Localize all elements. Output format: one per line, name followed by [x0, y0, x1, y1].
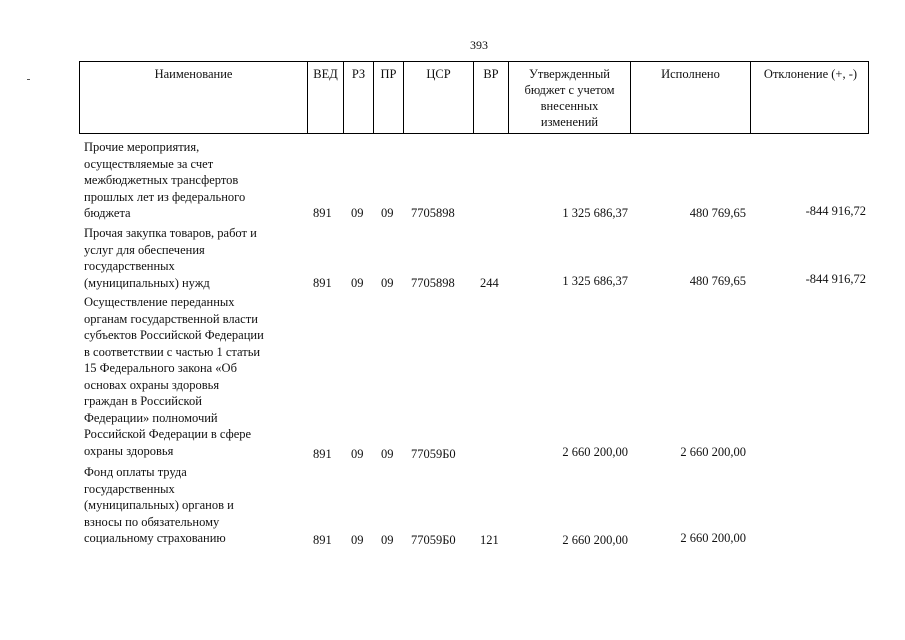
row-name: Осуществление переданных органам государственной власти субъектов Российской Федерации в соответствии с частью 1 статьи 15 Федерального закона «Об основах охраны здоровья граждан в Российской Федерации» полномочий Российской Федерации в сфере охраны здоровья: [84, 295, 264, 458]
row-executed: 480 769,65: [689, 274, 746, 288]
row-rz: 09: [351, 206, 364, 220]
row-approved: 2 660 200,00: [562, 533, 628, 547]
row-csr: 7705898: [411, 206, 455, 220]
row-name: Прочая закупка товаров, работ и услуг для обеспечения государственных (муниципальных) нужд: [84, 226, 257, 290]
header-csr: ЦСР: [403, 62, 473, 133]
row-name: Прочие мероприятия, осуществляемые за счет межбюджетных трансфертов прошлых лет из федерального бюджета: [84, 140, 246, 220]
row-csr: 77059Б0: [411, 533, 456, 547]
row-rz: 09: [351, 276, 364, 290]
row-executed: 2 660 200,00: [680, 531, 746, 545]
row-ved: 891: [313, 533, 332, 547]
row-approved: 1 325 686,37: [562, 206, 628, 220]
row-rz: 09: [351, 447, 364, 461]
header-ved: ВЕД: [307, 62, 343, 133]
row-deviation: -844 916,72: [805, 272, 866, 286]
row-vr: 244: [480, 276, 499, 290]
page-number: 393: [470, 38, 488, 52]
header-pr: ПР: [373, 62, 403, 133]
header-vr: ВР: [473, 62, 508, 133]
table-header: [79, 61, 869, 134]
row-deviation: -844 916,72: [805, 204, 866, 218]
row-ved: 891: [313, 206, 332, 220]
header-rz: РЗ: [343, 62, 373, 133]
row-pr: 09: [381, 447, 394, 461]
row-csr: 77059Б0: [411, 447, 456, 461]
header-name: Наименование: [154, 67, 233, 81]
row-ved: 891: [313, 447, 332, 461]
header-approved: Утвержденный бюджет с учетом внесенных изменений: [508, 62, 630, 133]
row-approved: 2 660 200,00: [562, 445, 628, 459]
row-pr: 09: [381, 533, 394, 547]
header-executed: Исполнено: [630, 62, 750, 133]
row-csr: 7705898: [411, 276, 455, 290]
row-ved: 891: [313, 276, 332, 290]
header-deviation: Отклонение (+, -): [750, 62, 870, 133]
row-pr: 09: [381, 276, 394, 290]
row-executed: 2 660 200,00: [680, 445, 746, 459]
row-pr: 09: [381, 206, 394, 220]
scan-mark: [27, 79, 30, 80]
row-executed: 480 769,65: [689, 206, 746, 220]
row-rz: 09: [351, 533, 364, 547]
row-name: Фонд оплаты труда государственных (муниципальных) органов и взносы по обязательному социальному страхованию: [84, 465, 234, 545]
row-vr: 121: [480, 533, 499, 547]
row-approved: 1 325 686,37: [562, 274, 628, 288]
